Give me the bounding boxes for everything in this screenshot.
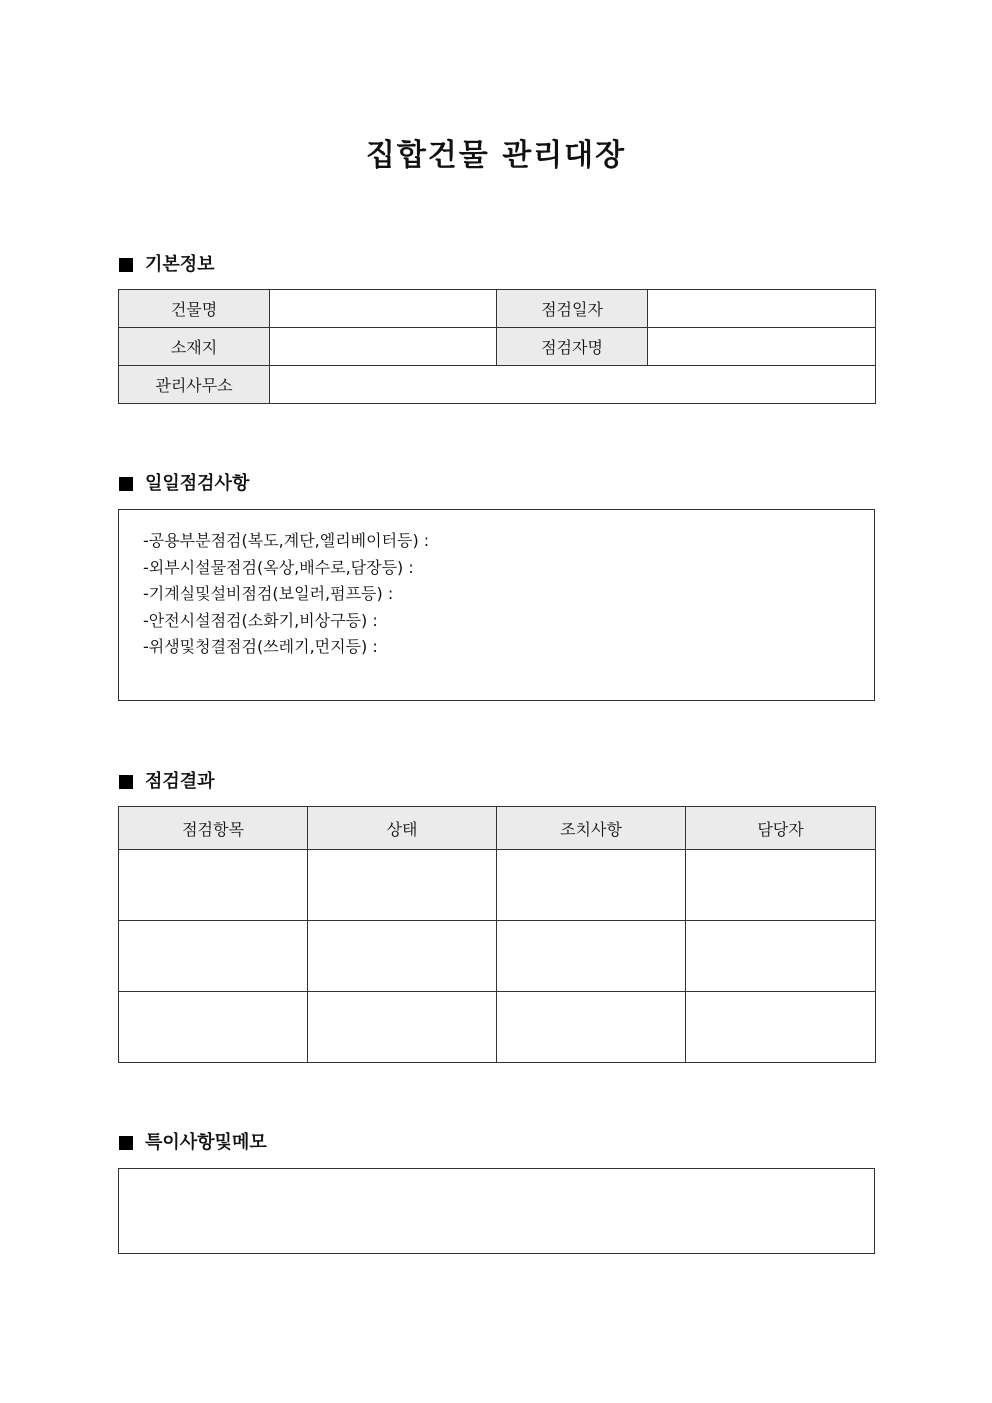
table-row (119, 850, 876, 921)
results-heading-text: 점검결과 (145, 771, 215, 792)
list-item: -기계실및설비점검(보일러,펌프등) : (143, 584, 394, 603)
square-bullet-icon (119, 775, 133, 789)
table-row (119, 366, 876, 404)
table-cell[interactable] (308, 921, 497, 992)
location-field[interactable] (270, 328, 497, 366)
daily-check-heading (119, 472, 249, 496)
table-cell[interactable] (497, 921, 686, 992)
location-label: 소재지 (119, 328, 270, 366)
list-item: -위생및청결점검(쓰레기,먼지등) : (143, 637, 378, 656)
management-office-field[interactable] (270, 366, 876, 404)
basic-info-table (118, 289, 876, 404)
column-header-assignee: 담당자 (686, 807, 876, 850)
management-office-label: 관리사무소 (119, 366, 270, 404)
daily-check-list (119, 510, 874, 661)
table-cell[interactable] (119, 921, 308, 992)
page-title: 집합건물 관리대장 (365, 138, 627, 173)
inspector-field[interactable] (648, 328, 876, 366)
basic-info-heading-text: 기본정보 (145, 254, 215, 275)
table-cell[interactable] (686, 850, 876, 921)
inspection-date-label: 점검일자 (497, 290, 648, 328)
table-cell[interactable] (308, 992, 497, 1063)
column-header-action: 조치사항 (497, 807, 686, 850)
building-name-label: 건물명 (119, 290, 270, 328)
memo-box[interactable] (118, 1168, 875, 1254)
square-bullet-icon (119, 1136, 133, 1150)
table-header-row (119, 807, 876, 850)
column-header-item: 점검항목 (119, 807, 308, 850)
inspection-date-field[interactable] (648, 290, 876, 328)
memo-heading (119, 1131, 267, 1155)
table-row (119, 992, 876, 1063)
table-cell[interactable] (497, 850, 686, 921)
table-cell[interactable] (497, 992, 686, 1063)
table-cell[interactable] (119, 992, 308, 1063)
daily-check-box (118, 509, 875, 701)
daily-check-heading-text: 일일점검사항 (145, 473, 250, 494)
table-row (119, 921, 876, 992)
building-name-field[interactable] (270, 290, 497, 328)
table-row (119, 328, 876, 366)
table-cell[interactable] (686, 921, 876, 992)
results-table (118, 806, 876, 1063)
basic-info-heading (119, 253, 215, 277)
list-item: -공용부분점검(복도,계단,엘리베이터등) : (143, 531, 430, 550)
inspector-label: 점검자명 (497, 328, 648, 366)
table-cell[interactable] (308, 850, 497, 921)
square-bullet-icon (119, 258, 133, 272)
column-header-status: 상태 (308, 807, 497, 850)
square-bullet-icon (119, 477, 133, 491)
table-row (119, 290, 876, 328)
memo-heading-text: 특이사항및메모 (145, 1132, 267, 1153)
table-cell[interactable] (686, 992, 876, 1063)
list-item: -외부시설물점검(옥상,배수로,담장등) : (143, 557, 414, 577)
list-item: -안전시설점검(소화기,비상구등) : (143, 610, 378, 630)
table-cell[interactable] (119, 850, 308, 921)
results-heading (119, 770, 215, 794)
